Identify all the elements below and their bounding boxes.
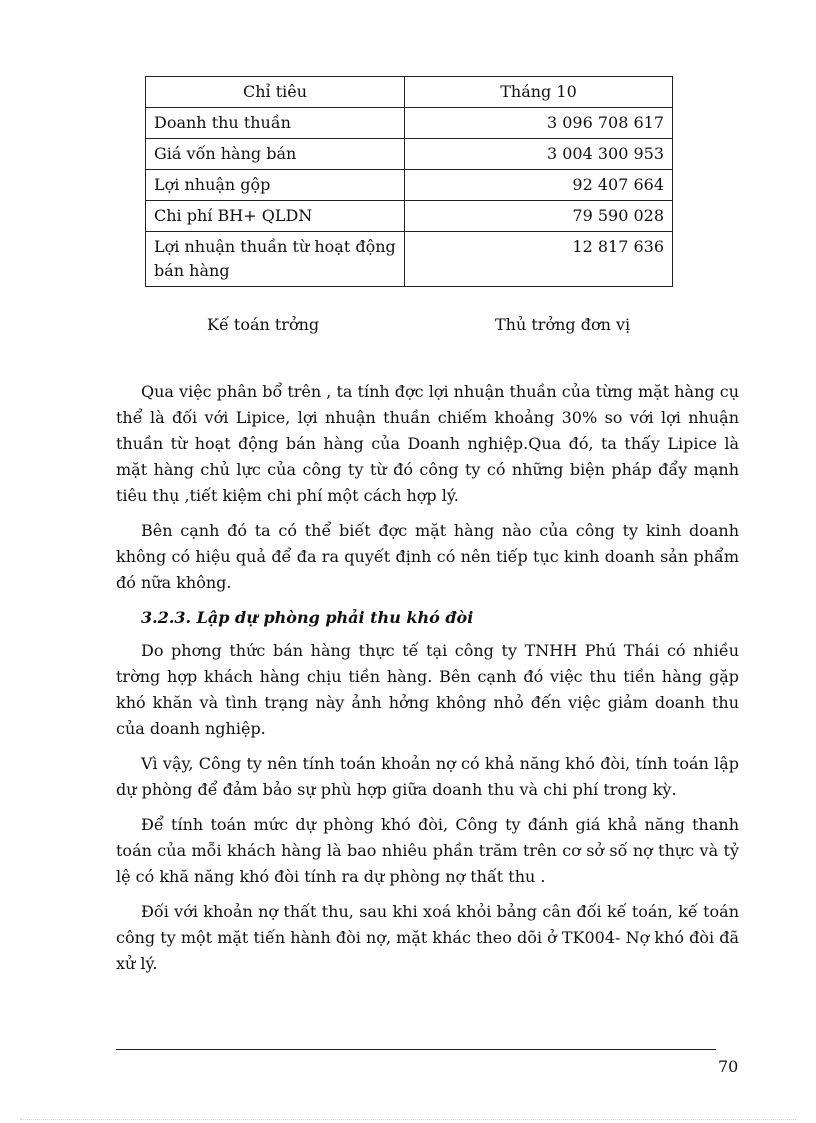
paragraph: Bên cạnh đó ta có thể biết đợc mặt hàng nào của công ty kinh doanh không có hiệu quả để đa ra quyết định có nên tiếp tục kinh doanh sản phẩm đó nữa không. — [116, 521, 739, 592]
table-row — [146, 232, 673, 287]
header-label-cell: Chỉ tiêu — [146, 77, 405, 108]
row-value: 92 407 664 — [405, 170, 673, 201]
page-edge-divider — [20, 1119, 796, 1120]
paragraph: Qua việc phân bổ trên , ta tính đợc lợi nhuận thuần của từng mặt hàng cụ thể là đối với Lipice, lợi nhuận thuần chiếm khoảng 30% so với lợi nhuận thuần từ hoạt động bán hàng của Doanh nghiệp.Qua đó, ta thấy Lipice là mặt hàng chủ lực của công ty từ đó công ty có những biện pháp đẩy mạnh tiêu thụ ,tiết kiệm chi phí một cách hợp lý. — [116, 382, 739, 505]
signature-director: Thủ trởng đơn vị — [495, 315, 631, 334]
row-label: Lợi nhuận gộp — [146, 170, 405, 201]
page-number: 70 — [718, 1057, 739, 1076]
row-value: 3 004 300 953 — [405, 139, 673, 170]
table-row — [146, 108, 673, 139]
table-header-row — [146, 77, 673, 108]
paragraph: Đối với khoản nợ thất thu, sau khi xoá khỏi bảng cân đối kế toán, kế toán công ty một mặt tiến hành đòi nợ, mặt khác theo dõi ở TK004- Nợ khó đòi đã xử lý. — [116, 902, 739, 973]
row-value: 79 590 028 — [405, 201, 673, 232]
row-value: 3 096 708 617 — [405, 108, 673, 139]
row-label: Chi phí BH+ QLDN — [146, 201, 405, 232]
section-heading: 3.2.3. Lập dự phòng phải thu khó đòi — [141, 608, 474, 627]
table-row — [146, 139, 673, 170]
row-value: 12 817 636 — [405, 232, 673, 287]
financial-report-table — [145, 76, 673, 287]
signature-accountant: Kế toán trởng — [207, 315, 320, 334]
header-value-cell: Tháng 10 — [405, 77, 673, 108]
row-label: Doanh thu thuần — [146, 108, 405, 139]
paragraph: Vì vậy, Công ty nên tính toán khoản nợ có khả năng khó đòi, tính toán lập dự phòng để đảm bảo sự phù hợp giữa doanh thu và chi phí trong kỳ. — [116, 754, 739, 799]
table-row — [146, 201, 673, 232]
row-label: Lợi nhuận thuần từ hoạt động bán hàng — [146, 232, 405, 287]
table-row — [146, 170, 673, 201]
paragraph: Để tính toán mức dự phòng khó đòi, Công ty đánh giá khả năng thanh toán của mỗi khách hàng là bao nhiêu phần trăm trên cơ sở số nợ thực và tỷ lệ có khă năng khó đòi tính ra dự phòng nợ thất thu . — [116, 815, 739, 886]
body-text — [116, 379, 739, 986]
row-label: Giá vốn hàng bán — [146, 139, 405, 170]
paragraph: Do phơng thức bán hàng thực tế tại công ty TNHH Phú Thái có nhiều trờng hợp khách hàng chịu tiền hàng. Bên cạnh đó việc thu tiền hàng gặp khó khăn và tình trạng này ảnh hởng không nhỏ đến việc giảm doanh thu của doanh nghiệp. — [116, 641, 739, 738]
footer-divider — [116, 1049, 716, 1050]
